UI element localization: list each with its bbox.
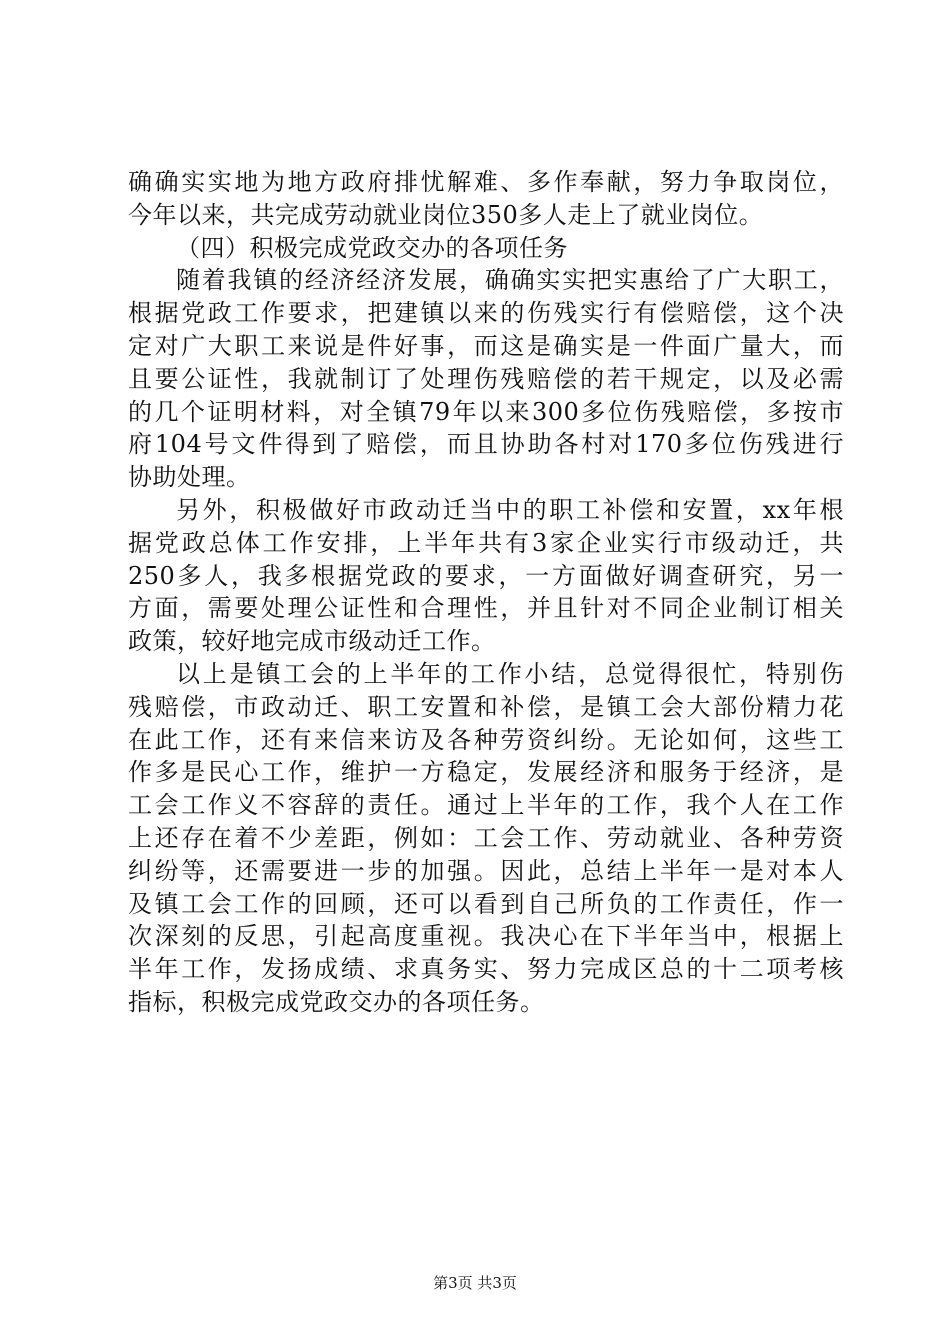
text-line: 残赔偿，市政动迁、职工安置和补偿，是镇工会大部份精力花 xyxy=(128,692,844,721)
text-line: 以上是镇工会的上半年的工作小结，总觉得很忙，特别伤 xyxy=(176,659,844,688)
text-line: 确确实实地为地方政府排忧解难、多作奉献，努力争取岗位， xyxy=(128,168,844,196)
text-line: 方面，需要处理公证性和合理性，并且针对不同企业制订相关 xyxy=(128,594,844,623)
text-line: 作多是民心工作，维护一方稳定，发展经济和服务于经济，是 xyxy=(128,758,844,787)
text-line: 定对广大职工来说是件好事，而这是确实是一件面广量大，而 xyxy=(128,331,844,360)
text-line: 指标，积极完成党政交办的各项任务。 xyxy=(128,987,545,1016)
text-line: 250多人，我多根据党政的要求，一方面做好调查研究，另一 xyxy=(128,561,844,590)
text-line: 据党政总体工作安排，上半年共有3家企业实行市级动迁，共 xyxy=(128,528,844,557)
text-line: 工会工作义不容辞的责任。通过上半年的工作，我个人在工作 xyxy=(128,791,844,820)
text-line: 及镇工会工作的回顾，还可以看到自己所负的工作责任，作一 xyxy=(128,889,844,918)
text-line: 协助处理。 xyxy=(128,463,251,492)
text-line: 半年工作，发扬成绩、求真务实、努力完成区总的十二项考核 xyxy=(128,955,844,984)
text-line: 且要公证性，我就制订了处理伤残赔偿的若干规定，以及必需 xyxy=(128,364,844,393)
text-line: 上还存在着不少差距，例如：工会工作、劳动就业、各种劳资 xyxy=(128,823,844,852)
document-body xyxy=(128,166,844,1019)
text-line: （四）积极完成党政交办的各项任务 xyxy=(176,233,568,262)
text-line: 随着我镇的经济经济发展，确确实实把实惠给了广大职工， xyxy=(176,266,844,295)
text-line: 纠纷等，还需要进一步的加强。因此，总结上半年一是对本人 xyxy=(128,856,844,885)
text-line: 次深刻的反思，引起高度重视。我决心在下半年当中，根据上 xyxy=(128,922,844,951)
text-line: 的几个证明材料，对全镇79年以来300多位伤残赔偿，多按市 xyxy=(128,397,844,426)
text-line: 政策，较好地完成市级动迁工作。 xyxy=(128,627,496,656)
text-line: 在此工作，还有来信来访及各种劳资纠纷。无论如何，这些工 xyxy=(128,725,844,754)
text-line: 今年以来，共完成劳动就业岗位350多人走上了就业岗位。 xyxy=(128,200,764,229)
page-footer: 第3页 共3页 xyxy=(433,1274,517,1292)
text-line: 另外，积极做好市政动迁当中的职工补偿和安置，xx年根 xyxy=(176,495,844,524)
text-line: 根据党政工作要求，把建镇以来的伤残实行有偿赔偿，这个决 xyxy=(128,299,844,328)
text-line: 府104号文件得到了赔偿，而且协助各村对170多位伤残进行 xyxy=(128,430,844,459)
